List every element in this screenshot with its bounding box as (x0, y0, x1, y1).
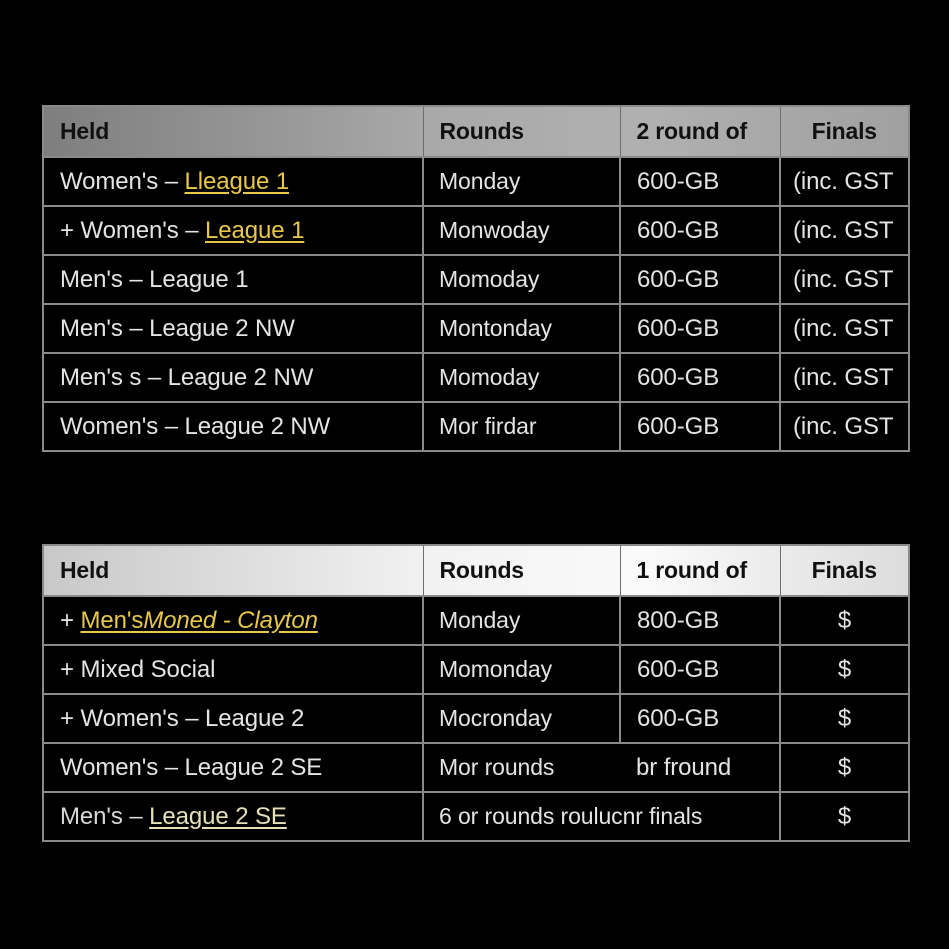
league-link[interactable]: Lleague 1 (184, 167, 290, 195)
table-row (43, 206, 909, 255)
finals-cell: $ (780, 792, 909, 841)
finals-cell: (inc. GST (780, 157, 909, 206)
held-cell (43, 792, 423, 841)
league-link[interactable]: League 1 (205, 216, 305, 244)
held-cell: Women's – League 2 NW (43, 402, 423, 451)
finals-cell: (inc. GST (780, 402, 909, 451)
header-rounds: Rounds (423, 106, 620, 157)
rounds-cell: Mor firdar (423, 402, 620, 451)
rounds-cell: Momoday (423, 353, 620, 402)
held-cell: Men's – League 1 (43, 255, 423, 304)
held-cell (43, 596, 423, 645)
rounds-cell: Montonday (423, 304, 620, 353)
rounds-cell: Mocronday (423, 694, 620, 743)
round-of-cell: 600-GB (620, 353, 780, 402)
header-finals: Finals (811, 557, 877, 583)
round-of-cell: 600-GB (620, 304, 780, 353)
mens-link[interactable]: Men's (80, 606, 144, 634)
table-row (43, 353, 909, 402)
held-cell (43, 206, 423, 255)
table-row (43, 694, 909, 743)
rounds-cell: Monwoday (423, 206, 620, 255)
finals-cell: (inc. GST (780, 353, 909, 402)
table-row (43, 792, 909, 841)
schedule-table-2 (42, 544, 910, 842)
header-round-of: 1 round of (620, 545, 780, 596)
header-rounds: Rounds (423, 545, 620, 596)
header-round-of: 2 round of (620, 106, 780, 157)
round-of-cell: 600-GB (620, 694, 780, 743)
held-text: Women's – (80, 216, 206, 244)
held-cell (43, 694, 423, 743)
held-cell: Women's – League 2 SE (43, 743, 423, 792)
rounds-cell: Monday (423, 157, 620, 206)
schedule-table-1 (42, 105, 910, 452)
table-header-row (43, 545, 909, 596)
rounds-span-cell: 6 or rounds roulucnr finals (423, 792, 780, 841)
held-text: Men's – (60, 802, 150, 830)
rounds-cell: Momoday (423, 255, 620, 304)
round-of-cell: 600-GB (620, 206, 780, 255)
round-of-cell: 600-GB (620, 157, 780, 206)
venue-link[interactable]: Moned - Clayton (143, 606, 318, 634)
round-of-cell: 600-GB (620, 255, 780, 304)
expand-prefix[interactable]: + (60, 655, 81, 683)
finals-cell: $ (780, 743, 909, 792)
held-cell (43, 645, 423, 694)
table-row (43, 304, 909, 353)
finals-cell: $ (780, 645, 909, 694)
round-of-cell: 600-GB (620, 645, 780, 694)
round-of-cell: 600-GB (620, 402, 780, 451)
held-cell (43, 157, 423, 206)
rounds-cell: Momonday (423, 645, 620, 694)
finals-cell: $ (780, 694, 909, 743)
header-held: Held (43, 545, 423, 596)
expand-prefix[interactable]: + (60, 704, 81, 732)
held-cell: Men's – League 2 NW (43, 304, 423, 353)
table-row (43, 645, 909, 694)
table-row (43, 402, 909, 451)
finals-cell: (inc. GST (780, 206, 909, 255)
finals-cell: (inc. GST (780, 304, 909, 353)
table-row (43, 596, 909, 645)
table-row (43, 157, 909, 206)
expand-prefix[interactable]: + (60, 606, 81, 634)
league-link[interactable]: League 2 SE (149, 802, 287, 830)
held-text: Mixed Social (80, 655, 216, 683)
table-row (43, 743, 909, 792)
finals-cell: (inc. GST (780, 255, 909, 304)
held-cell: Men's s – League 2 NW (43, 353, 423, 402)
rounds-cell: Monday (423, 596, 620, 645)
round-of-cell: br fround (620, 743, 780, 792)
finals-cell: $ (780, 596, 909, 645)
rounds-cell: Mor rounds (423, 743, 620, 792)
round-of-cell: 800-GB (620, 596, 780, 645)
held-text: Women's – League 2 (80, 704, 305, 732)
header-finals: Finals (811, 118, 877, 144)
held-text: Women's – (60, 167, 185, 195)
expand-prefix[interactable]: + (60, 216, 81, 244)
table-header-row (43, 106, 909, 157)
header-held: Held (43, 106, 423, 157)
table-row (43, 255, 909, 304)
